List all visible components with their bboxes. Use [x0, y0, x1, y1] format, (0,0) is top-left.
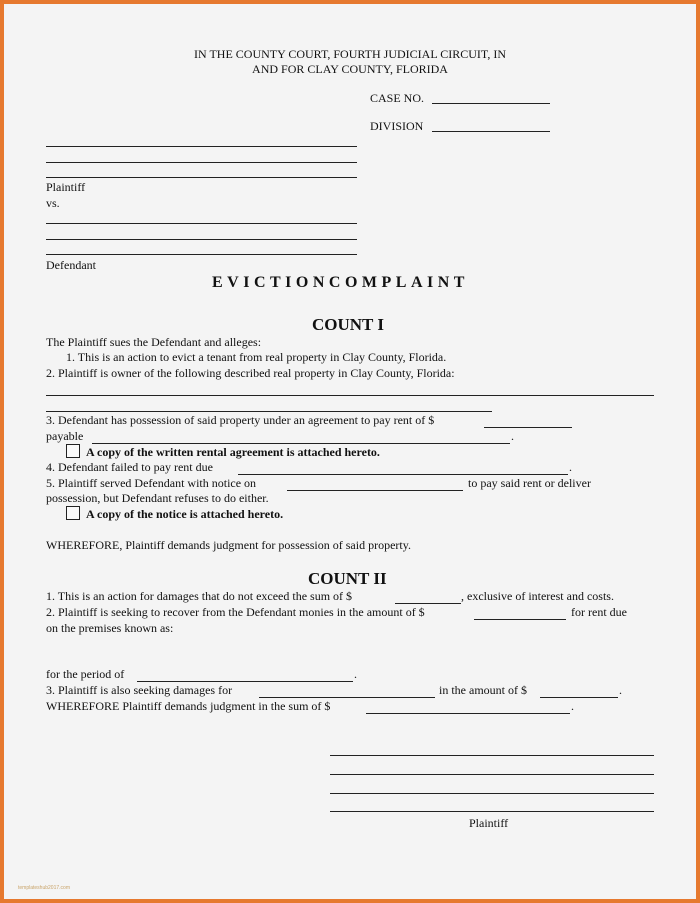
damages-for-field[interactable]	[259, 697, 435, 698]
rental-agreement-checkbox-label: A copy of the written rental agreement is attached hereto.	[86, 445, 380, 459]
signature-line-2[interactable]	[330, 774, 654, 775]
rent-due-field[interactable]	[238, 474, 568, 475]
count-2-item-1-a: 1. This is an action for damages that do not exceed the sum of $	[46, 589, 353, 603]
count-1-item-2: 2. Plaintiff is owner of the following described real property in Clay County, Florida:	[46, 366, 455, 380]
defendant-line-3[interactable]	[46, 254, 357, 255]
document-title: EVICTIONCOMPLAINT	[212, 274, 469, 291]
property-description-line-2[interactable]	[46, 411, 492, 412]
count-2-item-2-b: for rent due	[571, 605, 627, 619]
rent-monies-field[interactable]	[474, 619, 566, 620]
payable-label: payable	[46, 429, 84, 443]
property-description-line-1[interactable]	[46, 395, 654, 396]
plaintiff-line-3[interactable]	[46, 177, 357, 178]
item-4-end: .	[569, 460, 572, 474]
signature-line-4[interactable]	[330, 811, 654, 812]
count-2-item-1-b: , exclusive of interest and costs.	[461, 589, 614, 603]
count-1-heading: COUNT I	[312, 315, 384, 334]
damages-sum-field[interactable]	[395, 603, 461, 604]
plaintiff-line-2[interactable]	[46, 162, 357, 163]
count-2-item-2-c: on the premises known as:	[46, 621, 174, 635]
plaintiff-line-1[interactable]	[46, 146, 357, 147]
notice-checkbox[interactable]	[66, 506, 80, 520]
payable-end: .	[511, 429, 514, 443]
count-2-heading: COUNT II	[308, 569, 387, 588]
notice-date-field[interactable]	[287, 490, 463, 491]
signature-line-1[interactable]	[330, 755, 654, 756]
wherefore-end: .	[571, 699, 574, 713]
plaintiff-label: Plaintiff	[46, 180, 86, 194]
count-2-wherefore-a: WHEREFORE Plaintiff demands judgment in the sum of $	[46, 699, 331, 713]
payable-field[interactable]	[92, 443, 510, 444]
item-3-end: .	[619, 683, 622, 697]
notice-checkbox-label: A copy of the notice is attached hereto.	[86, 507, 284, 521]
rent-amount-field[interactable]	[484, 427, 572, 428]
defendant-line-2[interactable]	[46, 239, 357, 240]
count-1-item-5-c: possession, but Defendant refuses to do either.	[46, 491, 269, 505]
count-1-intro: The Plaintiff sues the Defendant and alleges:	[46, 335, 262, 349]
damages-amount-field[interactable]	[540, 697, 618, 698]
count-1-item-4: 4. Defendant failed to pay rent due	[46, 460, 213, 474]
vs-label: vs.	[46, 196, 60, 210]
count-1-item-5-b: to pay said rent or deliver	[468, 476, 591, 490]
case-no-field[interactable]	[432, 103, 550, 104]
division-label: DIVISION	[370, 119, 424, 133]
signature-line-3[interactable]	[330, 793, 654, 794]
watermark-text: templateshub2017.com	[18, 885, 70, 891]
signature-plaintiff-label: Plaintiff	[469, 816, 509, 830]
count-2-item-2-a: 2. Plaintiff is seeking to recover from the Defendant monies in the amount of $	[46, 605, 425, 619]
count-1-item-1: 1. This is an action to evict a tenant from real property in Clay County, Florida.	[66, 350, 447, 364]
court-line-2: AND FOR CLAY COUNTY, FLORIDA	[252, 62, 448, 76]
court-line-1: IN THE COUNTY COURT, FOURTH JUDICIAL CIRCUIT, IN	[194, 47, 506, 61]
count-2-item-3-a: 3. Plaintiff is also seeking damages for	[46, 683, 233, 697]
judgment-sum-field[interactable]	[366, 713, 570, 714]
document-page	[4, 4, 696, 899]
defendant-label: Defendant	[46, 258, 96, 272]
count-2-item-3-b: in the amount of $	[439, 683, 527, 697]
period-label: for the period of	[46, 667, 125, 681]
rental-agreement-checkbox[interactable]	[66, 444, 80, 458]
case-no-label: CASE NO.	[370, 91, 425, 105]
period-end: .	[354, 667, 357, 681]
division-field[interactable]	[432, 131, 550, 132]
defendant-line-1[interactable]	[46, 223, 357, 224]
count-1-wherefore: WHEREFORE, Plaintiff demands judgment for possession of said property.	[46, 538, 411, 552]
count-1-item-5-a: 5. Plaintiff served Defendant with notice on	[46, 476, 257, 490]
period-field[interactable]	[137, 681, 353, 682]
count-1-item-3: 3. Defendant has possession of said property under an agreement to pay rent of $	[46, 413, 435, 427]
